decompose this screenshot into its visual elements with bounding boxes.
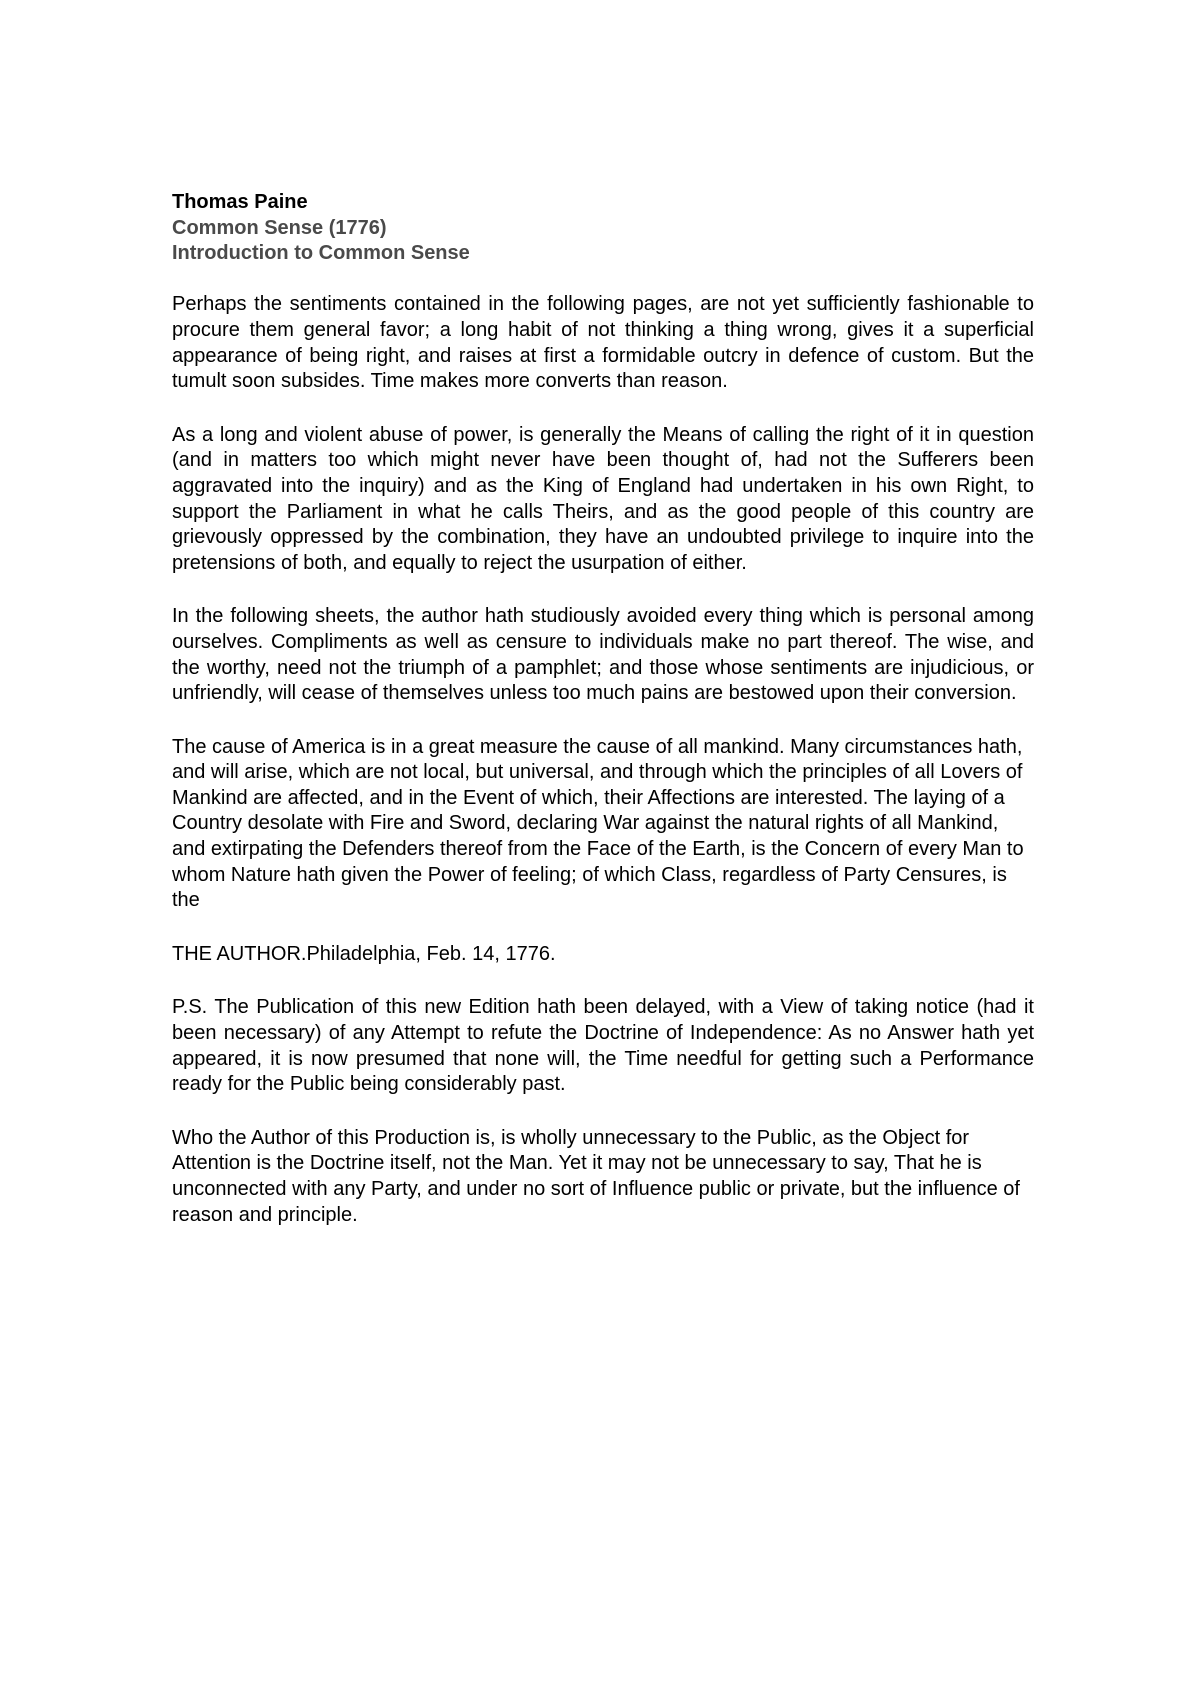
paragraph-4: The cause of America is in a great measure the cause of all mankind. Many circumstances hath, and will arise, which are not local, but universal, and through which the principles of all Lovers of Mankind are affected, and in the Event of which, their Affections are interested. The laying of a Country desolate with Fire and Sword, declaring War against the natural rights of all Mankind, and extirpating the Defenders thereof from the Face of the Earth, is the Concern of every Man to whom Nature hath given the Power of feeling; of which Class, regardless of Party Censures, is the [172,735,1024,912]
document-page [172,190,1034,1228]
author-name: Thomas Paine [172,191,308,213]
paragraph-1: Perhaps the sentiments contained in the following pages, are not yet sufficiently fashionable to procure them general favor; a long habit of not thinking a thing wrong, gives it a superficial appearance of being right, and raises at first a formidable outcry in defence of custom. But the tumult soon subsides. Time makes more converts than reason. [172,293,1034,393]
section-title: Introduction to Common Sense [172,242,470,265]
closing-paragraph: Who the Author of this Production is, is wholly unnecessary to the Public, as the Object for Attention is the Doctrine itself, not the Man. Yet it may not be unnecessary to say, That he is unconnected with any Party, and under no sort of Influence public or private, but the influence of reason and principle. [172,1126,1020,1226]
paragraph-2: As a long and violent abuse of power, is generally the Means of calling the right of it in question (and in matters too which might never have been thought of, had not the Sufferers been aggravated into the inquiry) and as the King of England had undertaken in his own Right, to support the Parliament in what he calls Theirs, and as the good people of this country are grievously oppressed by the combination, they have an undoubted privilege to inquire into the pretensions of both, and equally to reject the usurpation of either. [172,423,1034,574]
paragraph-3: In the following sheets, the author hath studiously avoided every thing which is personal among ourselves. Compliments as well as censure to individuals make no part thereof. The wise, and the worthy, need not the triumph of a pamphlet; and those whose sentiments are injudicious, or unfriendly, will cease of themselves unless too much pains are bestowed upon their conversion. [172,605,1034,705]
work-title: Common Sense (1776) [172,216,387,239]
postscript: P.S. The Publication of this new Edition hath been delayed, with a View of taking notice (had it been necessary) of any Attempt to refute the Doctrine of Independence: As no Answer hath yet appeared, it is now presumed that none will, the Time needful for getting such a Performance ready for the Public being considerably past. [172,996,1034,1096]
signature-line: THE AUTHOR.Philadelphia, Feb. 14, 1776. [172,942,556,965]
